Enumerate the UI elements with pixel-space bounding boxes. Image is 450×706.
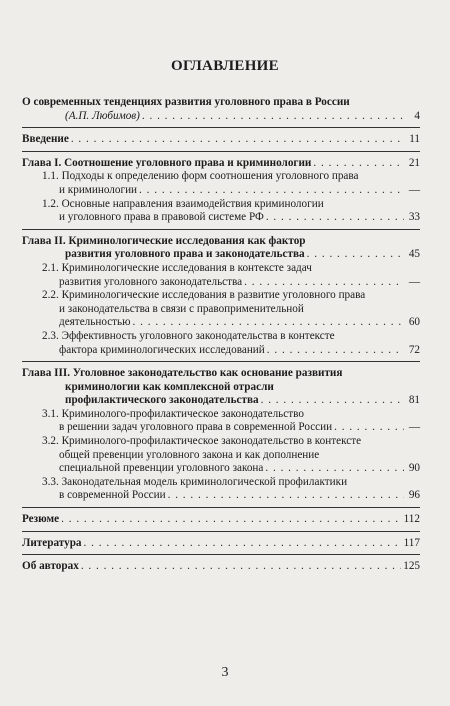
toc-page-number: 45: [408, 248, 420, 261]
table-of-contents: [22, 96, 420, 574]
separator-line: [22, 361, 420, 362]
dot-leader: [139, 184, 404, 198]
page-number: 3: [221, 665, 229, 680]
toc-page-number: 125: [403, 560, 420, 573]
toc-page-number: 21: [408, 156, 420, 169]
toc-entry-chapter-3: Глава III. Уголовное законодательство как основание развития криминологии как комплексной отрасли профилактического законодательства . . . 81: [22, 367, 420, 408]
dot-leader: [261, 394, 404, 408]
toc-page-number: 96: [408, 489, 420, 502]
toc-entry-literature: Литература . . . 117: [22, 537, 420, 551]
toc-subentry-2-2: 2.2. Криминологические исследования в развитие уголовного права и законодательства в связи с правоприменительной деятельностью . . . 60: [22, 289, 420, 330]
dot-leader: [244, 276, 404, 290]
toc-subentry-3-2: 3.2. Криминолого-профилактическое законодательство в контексте общей превенции уголовного закона и как дополнение специальной превенции уголовного закона . . . 90: [22, 435, 420, 476]
toc-subentry-1-1: 1.1. Подходы к определению форм соотношения уголовного права и криминологии . . . —: [22, 170, 420, 197]
toc-page-number: —: [408, 421, 420, 434]
toc-entry-introduction: [22, 133, 420, 147]
toc-entry-title: Введение: [22, 133, 69, 146]
toc-page-number: 90: [408, 462, 420, 475]
dot-leader: [61, 513, 401, 527]
toc-page-number: 72: [408, 343, 420, 356]
dot-leader: [266, 211, 404, 225]
toc-entry-author: (А.П. Любимов): [65, 109, 140, 122]
toc-page-number: 60: [408, 316, 420, 329]
separator-line: [22, 127, 420, 128]
toc-subentry-1-2: 1.2. Основные направления взаимодействия криминологии и уголовного права в правовой системе РФ . . . 33: [22, 198, 420, 225]
toc-subentry-3-1: 3.1. Криминолого-профилактическое законодательство в решении задач уголовного права в современной России . . . —: [22, 408, 420, 435]
toc-page-number: 4: [414, 109, 420, 122]
dot-leader: [307, 248, 404, 262]
toc-entry-chapter-1: [22, 157, 420, 171]
toc-entry-chapter-2: Глава II. Криминологические исследования как фактор развития уголовного права и законодательства . . . 45: [22, 235, 420, 262]
toc-subentry-2-3: 2.3. Эффективность уголовного законодательства в контексте фактора криминологических исследований . . . 72: [22, 330, 420, 357]
dot-leader: [265, 462, 404, 476]
dot-leader: [334, 421, 404, 435]
separator-line: [22, 151, 420, 152]
separator-line: [22, 507, 420, 508]
toc-page-number: 112: [403, 513, 420, 526]
dot-leader: [71, 133, 404, 147]
dot-leader: [168, 489, 404, 503]
dot-leader: [81, 560, 401, 574]
toc-page-number: 33: [408, 211, 420, 224]
dot-leader: [133, 316, 404, 330]
toc-subentry-2-1: 2.1. Криминологические исследования в контексте задач развития уголовного законодательства . . . —: [22, 262, 420, 289]
separator-line: [22, 531, 420, 532]
dot-leader: [142, 110, 404, 124]
toc-subentry-3-3: 3.3. Законодательная модель криминологической профилактики в современной России . . . 96: [22, 476, 420, 503]
toc-entry-summary: Резюме . . . 112: [22, 513, 420, 527]
page-title: ОГЛАВЛЕНИЕ: [171, 58, 279, 74]
toc-entry-article: [22, 96, 420, 123]
toc-entry-title-line: О современных тенденциях развития уголовного права в России: [22, 96, 350, 108]
toc-page-number: —: [408, 183, 420, 196]
separator-line: [22, 229, 420, 230]
dot-leader: [84, 537, 402, 551]
toc-page-number: 81: [408, 394, 420, 407]
toc-entry-authors: Об авторах . . . 125: [22, 560, 420, 574]
toc-page-number: 117: [403, 536, 420, 549]
toc-page-number: 11: [409, 133, 420, 146]
toc-entry-title: Глава I. Соотношение уголовного права и криминологии: [22, 156, 312, 169]
toc-page-number: —: [408, 275, 420, 288]
separator-line: [22, 554, 420, 555]
dot-leader: [267, 344, 404, 358]
dot-leader: [313, 157, 404, 171]
